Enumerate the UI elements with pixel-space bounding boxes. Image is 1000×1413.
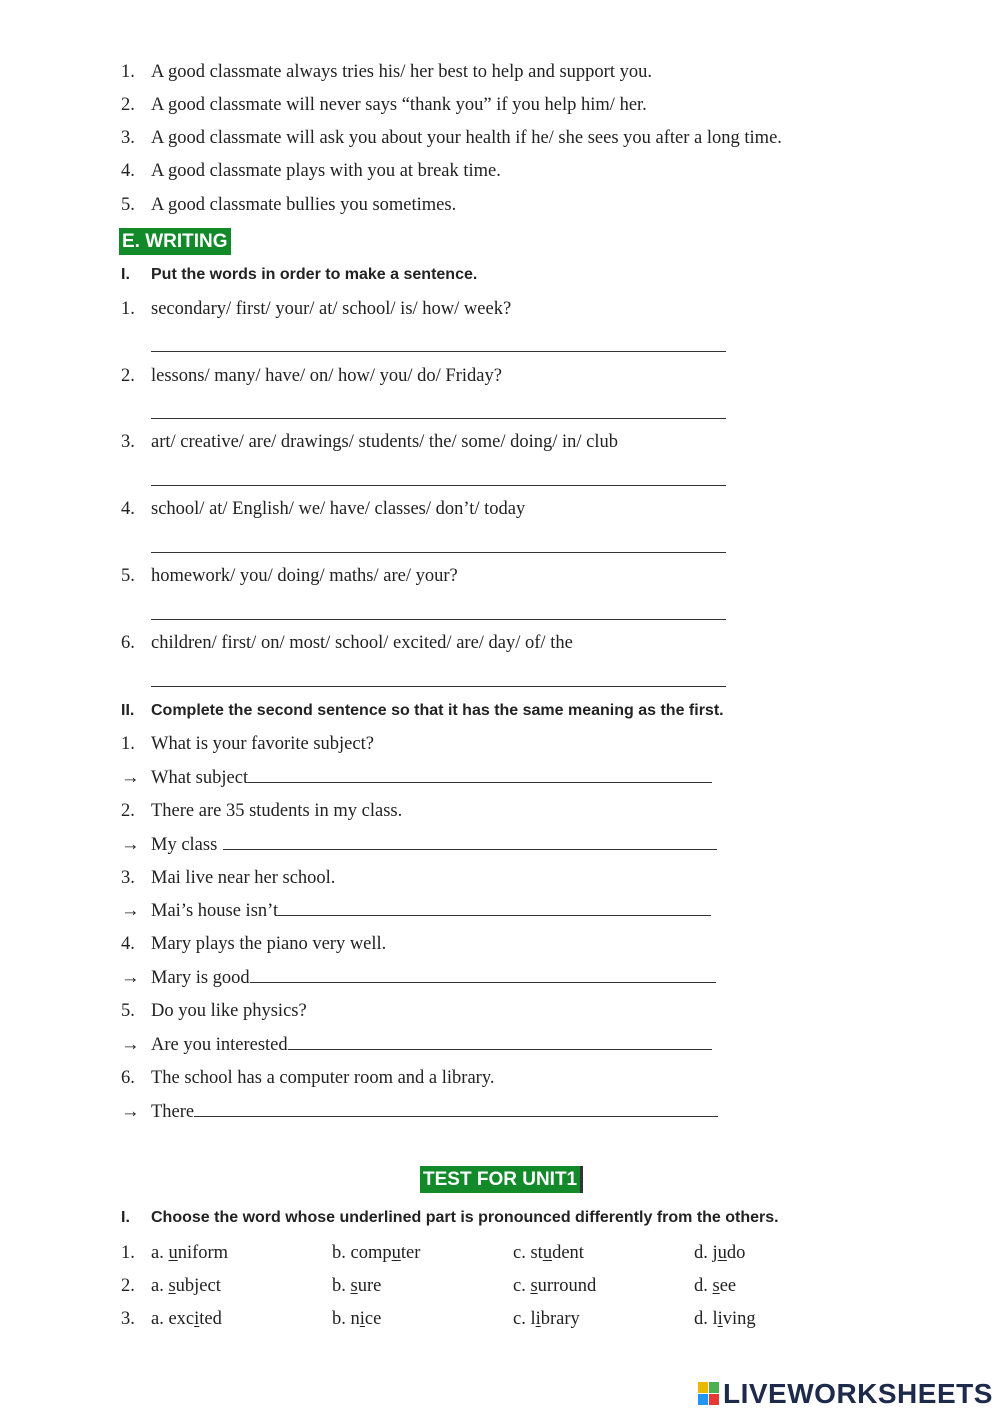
option-d[interactable]: d. see <box>694 1276 737 1296</box>
option-a[interactable]: a. subject <box>151 1276 221 1296</box>
answer-line[interactable] <box>151 418 726 419</box>
answer-line[interactable] <box>151 351 726 352</box>
answer-blank[interactable] <box>194 1115 718 1117</box>
option-b[interactable]: b. computer <box>332 1243 421 1263</box>
answer-blank[interactable] <box>288 1048 712 1050</box>
answer-blank[interactable] <box>223 848 717 850</box>
option-c[interactable]: c. library <box>513 1309 580 1329</box>
answer-line[interactable] <box>151 619 726 620</box>
arrow-icon: → <box>121 1035 140 1055</box>
logo-text: LIVEWORKSHEETS <box>723 1378 993 1409</box>
arrow-icon: → <box>121 901 140 921</box>
arrow-icon: → <box>121 768 140 788</box>
liveworksheets-logo-icon <box>698 1382 720 1406</box>
option-a[interactable]: a. excited <box>151 1309 222 1329</box>
liveworksheets-logo[interactable] <box>698 1378 993 1410</box>
option-b[interactable]: b. nice <box>332 1309 382 1329</box>
arrow-icon: → <box>121 968 140 988</box>
arrow-icon: → <box>121 1102 140 1122</box>
answer-blank[interactable] <box>278 914 711 916</box>
section-header-test: TEST FOR UNIT1 <box>420 1166 583 1193</box>
option-d[interactable]: d. judo <box>694 1243 746 1263</box>
option-c[interactable]: c. surround <box>513 1276 597 1296</box>
answer-line[interactable] <box>151 485 726 486</box>
option-c[interactable]: c. student <box>513 1243 584 1263</box>
section-header-writing: E. WRITING <box>119 228 231 255</box>
answer-line[interactable] <box>151 552 726 553</box>
option-b[interactable]: b. sure <box>332 1276 382 1296</box>
option-a[interactable]: a. uniform <box>151 1243 229 1263</box>
answer-blank[interactable] <box>248 781 712 783</box>
arrow-icon: → <box>121 835 140 855</box>
option-d[interactable]: d. living <box>694 1309 756 1329</box>
answer-blank[interactable] <box>250 981 716 983</box>
answer-line[interactable] <box>151 686 726 687</box>
